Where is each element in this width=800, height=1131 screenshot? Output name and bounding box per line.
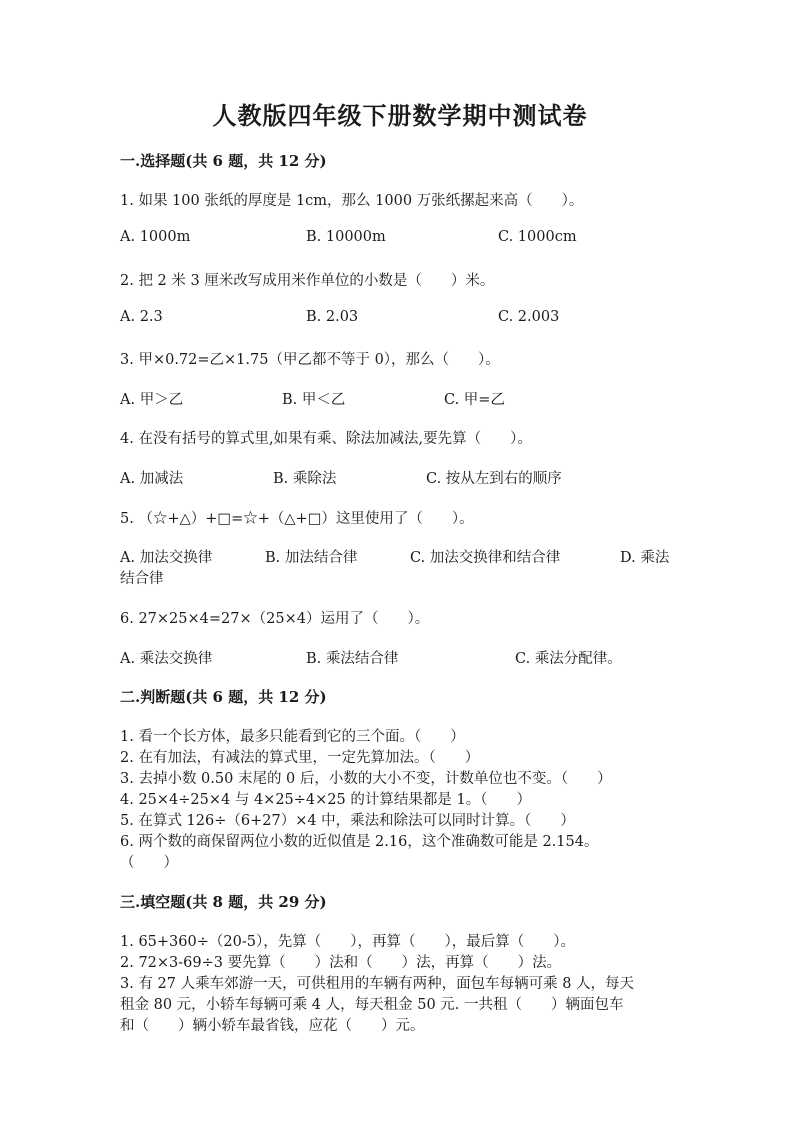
fill-item: 3. 有 27 人乘车郊游一天，可供租用的车辆有两种，面包车每辆可乘 8 人，每天	[120, 976, 635, 992]
option-a: A. 加法交换律	[120, 550, 213, 566]
option-b: B. 甲＜乙	[282, 392, 346, 408]
judge-item: 6. 两个数的商保留两位小数的近似值是 2.16，这个准确数可能是 2.154。	[120, 834, 599, 850]
option-a: A. 乘法交换律	[120, 651, 213, 667]
option-c: C. 按从左到右的顺序	[426, 471, 562, 487]
option-b: B. 乘法结合律	[306, 651, 399, 667]
question-stem: 4. 在没有括号的算式里,如果有乘、除法加减法,要先算（ ）。	[120, 431, 532, 447]
option-b: B. 2.03	[306, 309, 359, 325]
judge-item: 4. 25×4÷25×4 与 4×25÷4×25 的计算结果都是 1。（ ）	[120, 792, 531, 808]
fill-item: 2. 72×3-69÷3 要先算（ ）法和（ ）法，再算（ ）法。	[120, 955, 562, 971]
fill-item: 1. 65+360÷（20-5），先算（ ），再算（ ），最后算（ ）。	[120, 934, 575, 950]
question-stem: 6. 27×25×4=27×（25×4）运用了（ ）。	[120, 611, 430, 627]
option-a: A. 甲＞乙	[120, 392, 184, 408]
page-title: 人教版四年级下册数学期中测试卷	[212, 101, 588, 130]
judge-item-continued: （ ）	[120, 855, 178, 871]
option-c: C. 2.003	[498, 309, 560, 325]
judge-item: 1. 看一个长方体，最多只能看到它的三个面。（ ）	[120, 729, 465, 745]
option-c: C. 甲=乙	[444, 392, 505, 408]
question-stem: 2. 把 2 米 3 厘米改写成用米作单位的小数是（ ）米。	[120, 273, 495, 289]
option-a: A. 1000m	[120, 229, 191, 245]
option-b: B. 10000m	[306, 229, 386, 245]
judge-item: 3. 去掉小数 0.50 末尾的 0 后，小数的大小不变，计数单位也不变。（ ）	[120, 771, 612, 787]
option-a: A. 加减法	[120, 471, 184, 487]
option-d: D. 乘法	[620, 550, 670, 566]
option-b: B. 加法结合律	[265, 550, 358, 566]
judge-item: 2. 在有加法，有减法的算式里，一定先算加法。（ ）	[120, 750, 480, 766]
question-stem: 3. 甲×0.72=乙×1.75（甲乙都不等于 0），那么（ ）。	[120, 352, 500, 368]
question-stem: 5. （☆+△）+□=☆+（△+□）这里使用了（ ）。	[120, 511, 474, 527]
option-d-continued: 结合律	[120, 571, 164, 587]
section-heading-fill: 三.填空题(共 8 题，共 29 分)	[120, 893, 327, 911]
section-heading-judge: 二.判断题(共 6 题，共 12 分)	[120, 688, 327, 706]
question-stem: 1. 如果 100 张纸的厚度是 1cm，那么 1000 万张纸摞起来高（ ）。	[120, 193, 584, 209]
section-heading-choice: 一.选择题(共 6 题，共 12 分)	[120, 152, 327, 170]
option-c: C. 加法交换律和结合律	[410, 550, 561, 566]
option-b: B. 乘除法	[273, 471, 337, 487]
fill-item-continued: 租金 80 元，小轿车每辆可乘 4 人，每天租金 50 元. 一共租（ ）辆面包车	[120, 997, 624, 1013]
option-a: A. 2.3	[120, 309, 163, 325]
fill-item-continued: 和（ ）辆小轿车最省钱，应花（ ）元。	[120, 1018, 425, 1034]
judge-item: 5. 在算式 126÷（6+27）×4 中，乘法和除法可以同时计算。（ ）	[120, 813, 575, 829]
option-c: C. 1000cm	[498, 229, 577, 245]
option-c: C. 乘法分配律。	[515, 651, 622, 667]
